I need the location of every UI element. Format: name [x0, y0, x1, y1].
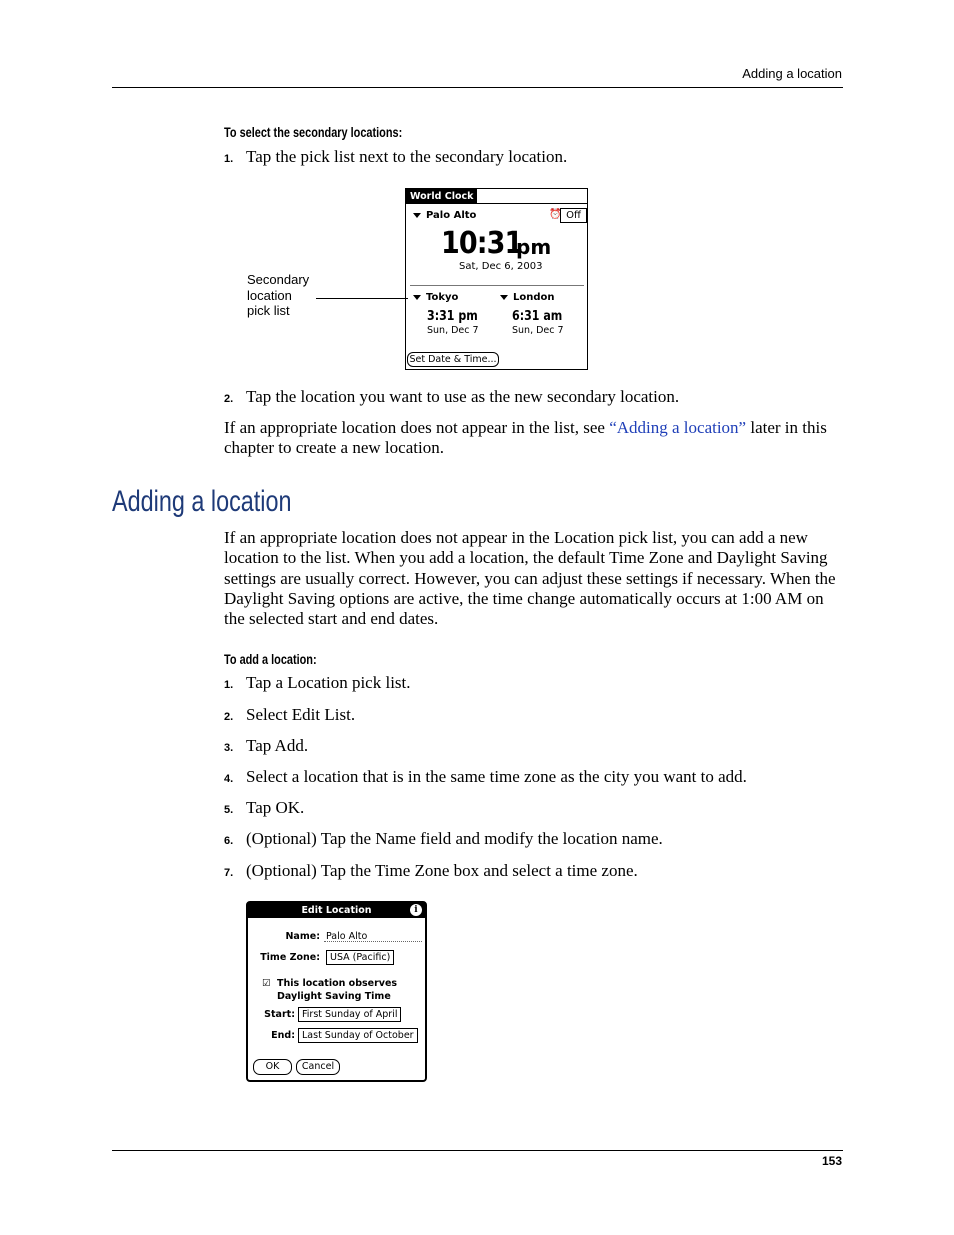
step-number: 2. [224, 393, 234, 405]
subhead-secondary: To select the secondary locations: [224, 124, 403, 140]
step-text: Select Edit List. [246, 705, 356, 724]
primary-time: 10:31 [441, 226, 523, 261]
step-number: 1. [224, 153, 234, 165]
step-number: 2. [224, 711, 234, 723]
dialog-title [248, 903, 425, 918]
add-step-4 [224, 767, 747, 787]
step-text: Select a location that is in the same time zone as the city you want to add. [246, 767, 747, 786]
triangle-down-icon [500, 295, 508, 300]
step-number: 7. [224, 867, 234, 879]
add-step-5 [224, 798, 304, 818]
step-number: 1. [224, 679, 234, 691]
step-2 [224, 387, 679, 407]
triangle-down-icon [413, 213, 421, 218]
name-field[interactable]: Palo Alto [326, 931, 368, 942]
world-clock-screen [405, 188, 588, 370]
dst-label [277, 978, 397, 1003]
callout-line-2: location [247, 287, 292, 303]
step-number: 3. [224, 742, 234, 754]
section-title: Adding a location [112, 485, 292, 518]
secondary-date: Sun, Dec 7 [427, 325, 479, 336]
end-label: End: [271, 1030, 295, 1041]
step-number: 6. [224, 835, 234, 847]
step-number: 5. [224, 804, 234, 816]
ok-button[interactable]: OK [253, 1059, 292, 1075]
triangle-down-icon [413, 295, 421, 300]
end-box[interactable]: Last Sunday of October [298, 1028, 418, 1043]
footer-rule [112, 1150, 843, 1151]
dialog-title-text: Edit Location [301, 905, 372, 916]
dst-label-line-2: Daylight Saving Time [277, 990, 391, 1002]
page-number: 153 [821, 1154, 842, 1168]
primary-location-picker[interactable] [413, 210, 476, 221]
callout-line-1: Secondary [247, 272, 310, 287]
secondary-date: Sun, Dec 7 [512, 325, 564, 336]
alarm-toggle[interactable]: Off [560, 208, 587, 223]
step-text: (Optional) Tap the Time Zone box and select a time zone. [246, 861, 638, 880]
callout-label [247, 272, 309, 319]
step-1 [224, 147, 567, 167]
subhead-add: To add a location: [224, 651, 317, 667]
set-date-time-button[interactable]: Set Date & Time... [407, 352, 499, 367]
add-step-7 [224, 861, 638, 881]
primary-date: Sat, Dec 6, 2003 [459, 261, 543, 272]
step-text: Tap a Location pick list. [246, 673, 411, 692]
step-text: Tap Add. [246, 736, 309, 755]
callout-line-3: pick list [247, 303, 290, 318]
note-paragraph [224, 418, 844, 459]
secondary-location-picker-2[interactable] [500, 292, 555, 303]
callout-leader-line [316, 298, 408, 299]
intro-paragraph: If an appropriate location does not appear in the Location pick list, you can add a new location to the list. When you add a location, the default Time Zone and Daylight Saving settings are usually correct. However, you can adjust these settings if necessary. When the Daylight Saving options are active, the time change automatically occurs at 1:00 AM on the selected start and end dates. [224, 528, 836, 629]
tab-underline [406, 203, 587, 204]
secondary-location-picker-1[interactable] [413, 292, 458, 303]
primary-city: Palo Alto [426, 210, 477, 221]
secondary-city: Tokyo [426, 292, 459, 303]
dst-checkbox[interactable]: ☑ [262, 978, 271, 989]
start-label: Start: [264, 1009, 295, 1020]
add-step-1 [224, 673, 411, 693]
name-label: Name: [285, 931, 320, 942]
world-clock-tab: World Clock [406, 189, 477, 204]
time-zone-box[interactable]: USA (Pacific) [326, 950, 394, 965]
secondary-time: 3:31 pm [427, 309, 478, 324]
name-field-underline [324, 941, 422, 942]
adding-location-link[interactable]: “Adding a location” [609, 418, 747, 437]
primary-ampm: pm [516, 235, 552, 259]
note-text-end: later in this chapter to create a new location. [224, 418, 827, 458]
note-text: If an appropriate location does not appear in the list, see [224, 418, 610, 437]
step-text: Tap the location you want to use as the new secondary location. [246, 387, 680, 406]
dst-label-line-1: This location observes [277, 978, 398, 989]
add-step-2 [224, 705, 355, 725]
secondary-time: 6:31 am [512, 309, 563, 324]
cancel-button[interactable]: Cancel [296, 1059, 340, 1075]
step-text: (Optional) Tap the Name field and modify the location name. [246, 829, 663, 848]
start-box[interactable]: First Sunday of April [298, 1007, 401, 1022]
header-title: Adding a location [742, 66, 842, 81]
edit-location-dialog [246, 901, 427, 1082]
step-text: Tap the pick list next to the secondary location. [246, 147, 568, 166]
secondary-city: London [513, 292, 555, 303]
info-icon[interactable]: i [410, 904, 422, 916]
header-rule [112, 87, 843, 88]
step-text: Tap OK. [246, 798, 305, 817]
time-zone-label: Time Zone: [260, 952, 320, 963]
add-step-6 [224, 829, 663, 849]
step-number: 4. [224, 773, 234, 785]
alarm-clock-icon[interactable]: ⏰ [549, 209, 562, 220]
add-step-3 [224, 736, 308, 756]
divider [410, 285, 584, 286]
